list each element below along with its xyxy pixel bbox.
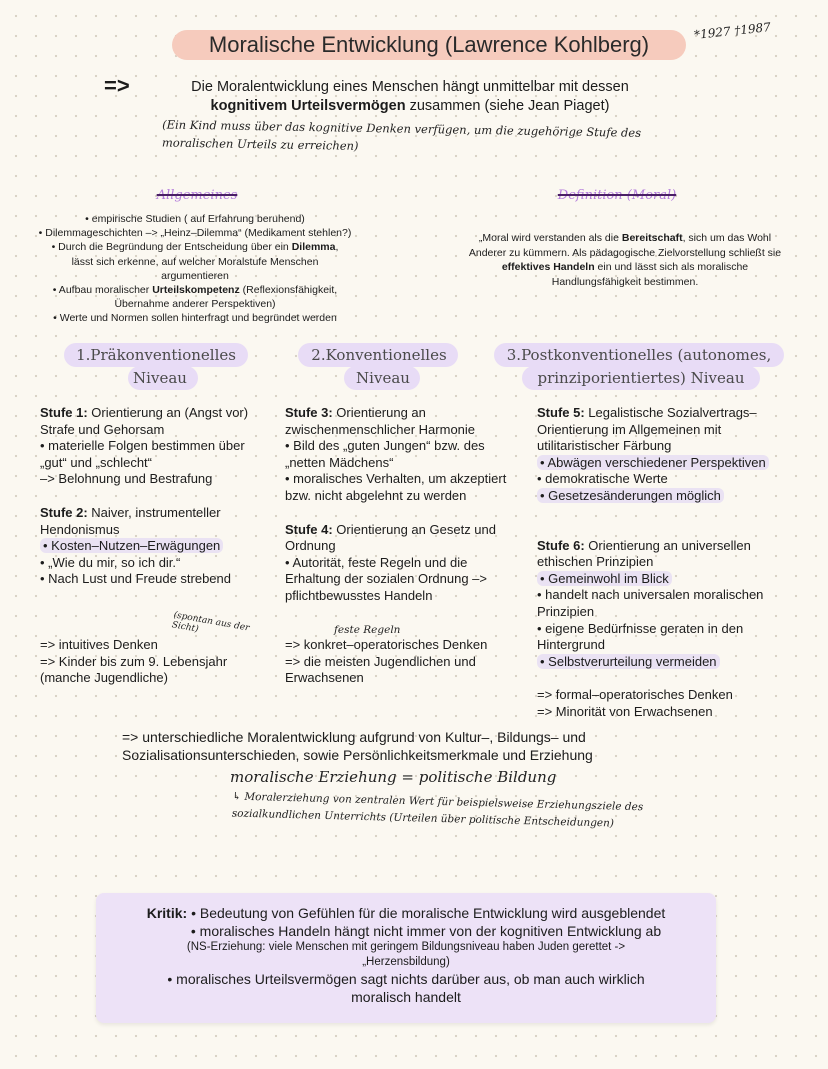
intro-handwritten-note: (Ein Kind muss über das kognitive Denken verfügen, um die zugehörige Stufe des moralischen Urteils zu erreichen) — [161, 117, 642, 153]
intro-arrow: => — [104, 73, 130, 98]
level-1-heading: 1.Präkonventionelles — [76, 346, 236, 364]
level-2-heading-line2: Niveau — [356, 369, 410, 387]
list-item: • Aufbau moralischer Urteilskompetenz (Reflexionsfähigkeit, Übernahme anderer Perspektiven) — [52, 284, 338, 311]
list-item: • Durch die Begründung der Entscheidung über ein Dilemma, lässt sich erkenne, auf welcher Moralstufe Menschen argumentieren — [51, 241, 339, 282]
allgemeines-list — [10, 212, 380, 326]
list-item: • empirische Studien ( auf Erfahrung beruhend) — [85, 213, 305, 225]
kritik-text: Kritik: • Bedeutung von Gefühlen für die moralische Entwicklung wird ausgeblendet • moralisches Handeln hängt nicht immer von der kognitiven Entwicklung ab (NS-Erziehung: viele Menschen mit geringem Bildungsniveau haben Juden gerettet -> „Herzensbildung) • moralisches Urteilsvermögen sagt nichts darüber aus, ob man auch wirklich moralisch handelt — [146, 905, 666, 1005]
level-2-stufen: Stufe 3: Orientierung an zwischenmenschlicher Harmonie • Bild des „guten Jungen“ bzw. des „netten Mädchens“ • moralisches Verhalten, um akzeptiert bzw. nicht abgelehnt zu werden Stufe 4: Orientierung an Gesetz und Ordnung • Autorität, feste Regeln und die Erhaltung der sozialen Ordnung –> pflichtbewusstes Handeln — [285, 405, 507, 603]
definition-text: „Moral wird verstanden als die Bereitschaft, sich um das Wohl Anderer zu kümmern. Als pädagogische Zielvorstellung schließt sie effektives Handeln ein und lässt sich als moralische Handlungsfähigkeit bestimmen. — [468, 232, 782, 288]
col1-handwritten-note: (spontan aus der Sicht) — [170, 610, 251, 635]
level-3-heading-line2: prinziporientiertes) Niveau — [537, 369, 745, 387]
level-3-stufen: Stufe 5: Legalistische Sozialvertrags–Orientierung im Allgemeinen mit utilitaristischer Färbung • Abwägen verschiedener Perspektiven • demokratische Werte • Gesetzesänderungen möglich Stufe 6: Orientierung an universellen ethischen Prinzipien • Gemeinwohl im Blick • handelt nach universalen moralischen Prinzipien • eigene Bedürfnisse geraten in den Hintergrund • Selbstverurteilung vermeiden => formal–operatorisches Denken => Minorität von Erwachsenen — [537, 405, 787, 721]
politics-heading: moralische Erziehung = politische Bildung — [230, 768, 557, 786]
definition-heading: Definition (Moral) — [557, 188, 677, 203]
page-title: Moralische Entwicklung (Lawrence Kohlberg) — [208, 32, 650, 57]
level-2-heading: 2.Konventionelles — [311, 346, 447, 364]
col2-handwritten-note: feste Regeln — [334, 624, 401, 636]
intro-text: Die Moralentwicklung eines Menschen hängt unmittelbar mit dessen kognitivem Urteilsvermögen zusammen (siehe Jean Piaget) — [191, 79, 629, 114]
list-item: • Dilemmageschichten –> „Heinz–Dilemma“ (Medikament stehlen?) — [38, 227, 352, 240]
politics-note: ↳ Moralerziehung von zentralen Wert für beispielsweise Erziehungsziele des sozialkundlichen Unterrichts (Urteilen über politische Entscheidungen) — [231, 790, 644, 830]
allgemeines-heading: Allgemeines — [156, 188, 238, 203]
level-1-stufen: Stufe 1: Orientierung an (Angst vor) Strafe und Gehorsam • materielle Folgen bestimmen über „gut“ und „schlecht“ –> Belohnung und Bestrafung Stufe 2: Naiver, instrumenteller Hendonismus • Kosten–Nutzen–Erwägungen • „Wie du mir, so ich dir.“ • Nach Lust und Freude strebend — [40, 405, 249, 587]
level-1-heading-line2: Niveau — [133, 369, 187, 387]
level-2-result: => konkret–operatorisches Denken => die meisten Jugendlichen und Erwachsenen — [285, 637, 488, 686]
level-3-heading: 3.Postkonventionelles (autonomes, — [506, 346, 772, 364]
summary-text: => unterschiedliche Moralentwicklung aufgrund von Kultur–, Bildungs– und Sozialisationsunterschieden, sowie Persönlichkeitsmerkmale und Erziehung — [122, 729, 593, 763]
level-1-result: => intuitives Denken => Kinder bis zum 9. Lebensjahr (manche Jugendliche) — [40, 637, 228, 686]
life-dates: *1927 †1987 — [693, 20, 772, 42]
list-item: • Werte und Normen sollen hinterfragt und begründet werden — [53, 312, 337, 325]
